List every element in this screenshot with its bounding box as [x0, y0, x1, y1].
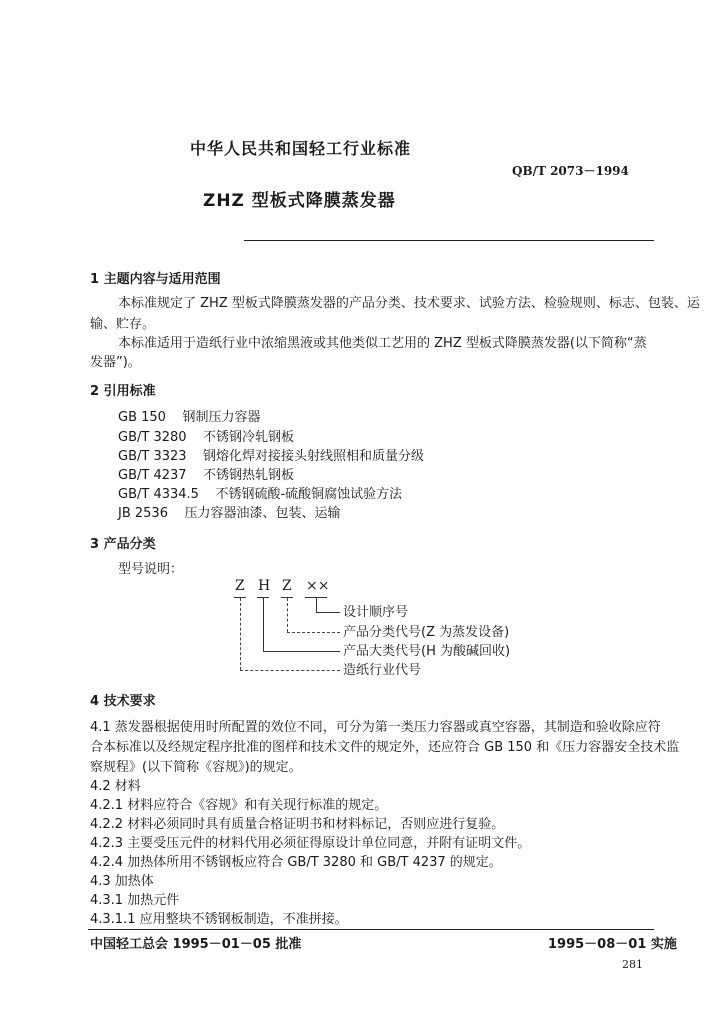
document-title: ZHZ 型板式降膜蒸发器 — [203, 191, 396, 211]
leader-line — [263, 651, 340, 652]
section-1-heading: 1 主题内容与适用范围 — [90, 272, 221, 287]
section-1-paragraph-1-cont: 输、贮存。 — [90, 317, 156, 332]
section-2-heading: 2 引用标准 — [90, 384, 156, 399]
model-letter: Z — [235, 578, 245, 594]
section-3-heading: 3 产品分类 — [90, 537, 156, 552]
leader-line — [287, 598, 288, 632]
clause-4-1: 4.1 蒸发器根据使用时所配置的效位不同，可分为第一类压力容器或真空容器，其制造和验收除应符 — [90, 720, 661, 735]
leader-line — [316, 598, 317, 612]
clause-item: 4.2.1 材料应符合《容规》和有关现行标准的规定。 — [90, 798, 388, 813]
model-label: 造纸行业代号 — [343, 663, 422, 678]
standard-code: QB/T 2073－1994 — [512, 164, 629, 178]
model-label: 产品分类代号(Z 为蒸发设备) — [343, 625, 510, 640]
leader-line — [316, 612, 340, 613]
reference-item: GB/T 3280 不锈钢冷轧钢板 — [118, 430, 295, 445]
leader-line — [240, 670, 340, 671]
model-letter: Z — [282, 578, 292, 594]
reference-item: GB/T 4237 不锈钢热轧钢板 — [118, 468, 295, 483]
clause-item: 4.3.1 加热元件 — [90, 893, 180, 908]
model-letter: H — [258, 578, 271, 594]
effective-date: 1995－08－01 实施 — [548, 937, 677, 952]
model-label: 设计顺序号 — [343, 605, 409, 620]
leader-line — [263, 598, 264, 651]
leader-line — [240, 598, 241, 670]
clause-4-1-cont: 合本标准以及经规定程序批准的图样和技术文件的规定外，还应符合 GB 150 和《压力容器安全技术监 — [90, 740, 680, 755]
reference-item: JB 2536 压力容器油漆、包装、运输 — [118, 506, 341, 521]
section-1-paragraph-2-cont: 发器”)。 — [90, 355, 141, 370]
model-letter: ×× — [306, 578, 330, 594]
reference-item: GB/T 4334.5 不锈钢硫酸-硫酸铜腐蚀试验方法 — [118, 487, 403, 502]
section-4-heading: 4 技术要求 — [90, 694, 156, 709]
page-number: 281 — [622, 958, 643, 971]
section-1-paragraph-2: 本标准适用于造纸行业中浓缩黑液或其他类似工艺用的 ZHZ 型板式降膜蒸发器(以下简称“蒸 — [118, 336, 647, 351]
model-label: 产品大类代号(H 为酸碱回收) — [343, 644, 511, 659]
header-rule — [244, 240, 654, 241]
clause-item: 4.3.1.1 应用整块不锈钢板制造，不准拼接。 — [90, 912, 348, 927]
leader-line — [287, 632, 340, 633]
footer-rule — [88, 929, 654, 930]
clause-item: 4.3 加热体 — [90, 874, 154, 889]
clause-item: 4.2.4 加热体所用不锈钢板应符合 GB/T 3280 和 GB/T 4237 的规定。 — [90, 855, 502, 870]
reference-item: GB/T 3323 钢熔化焊对接接头射线照相和质量分级 — [118, 449, 425, 464]
industry-standard-title: 中华人民共和国轻工行业标准 — [190, 139, 412, 158]
reference-item: GB 150 钢制压力容器 — [118, 410, 261, 425]
clause-item: 4.2.3 主要受压元件的材料代用必须征得原设计单位同意，并附有证明文件。 — [90, 836, 531, 851]
model-caption: 型号说明： — [118, 562, 184, 577]
clause-item: 4.2 材料 — [90, 779, 141, 794]
section-1-paragraph-1: 本标准规定了 ZHZ 型板式降膜蒸发器的产品分类、技术要求、试验方法、检验规则、标志、包装、运 — [118, 296, 700, 311]
approval-line: 中国轻工总会 1995－01－05 批准 — [90, 937, 302, 952]
clause-item: 4.2.2 材料必须同时具有质量合格证明书和材料标记，否则应进行复验。 — [90, 817, 505, 832]
clause-4-1-cont: 察规程》(以下简称《容规》)的规定。 — [90, 760, 302, 775]
